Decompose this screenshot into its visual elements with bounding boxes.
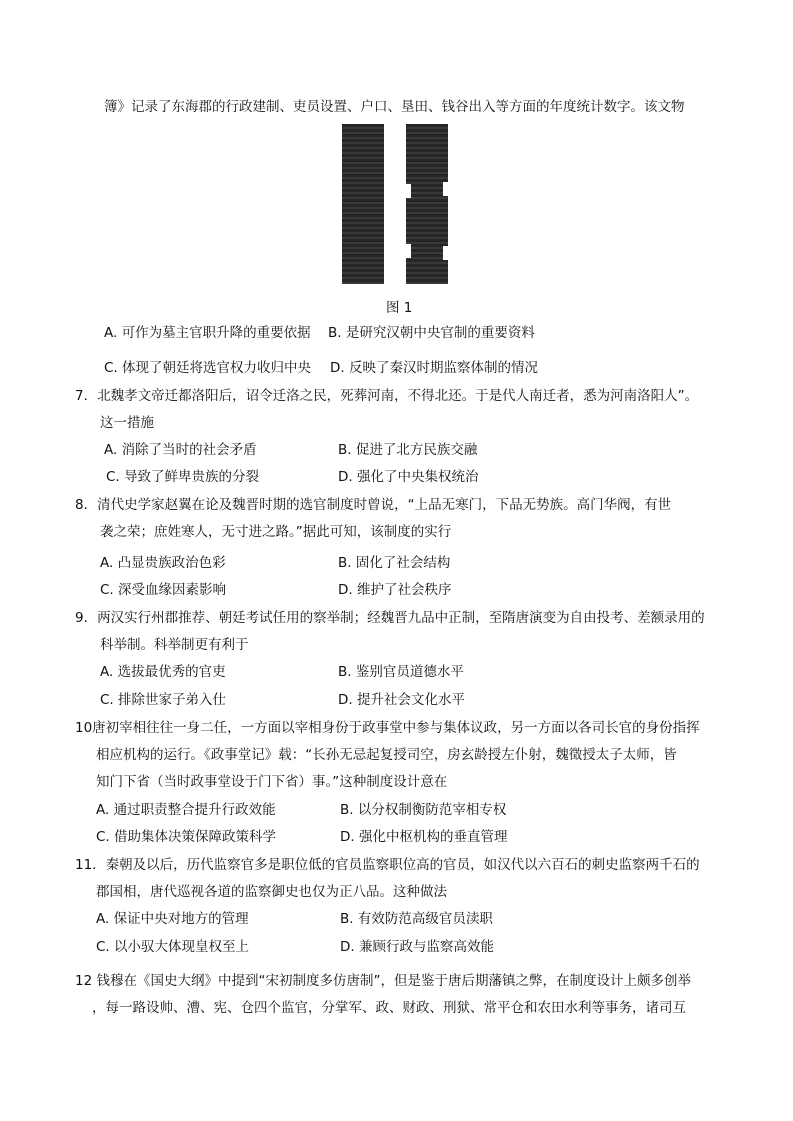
- q6-option-a: A. 可作为墓主官职升降的重要依据: [104, 325, 311, 341]
- figure-1-slips-image: [338, 124, 456, 286]
- q7-option-c: C. 导致了鲜卑贵族的分裂: [106, 469, 260, 485]
- wooden-slip-left: [342, 124, 384, 284]
- q10-stem-line1: 10唐初宰相往往一身二任，一方面以宰相身份于政事堂中参与集体议政，另一方面以各司长官的身份指挥: [75, 720, 700, 736]
- q11-option-c: C. 以小驭大体现皇权至上: [96, 939, 250, 955]
- q12-stem-line1: 12 钱穆在《国史大纲》中提到“宋初制度多仿唐制”，但是鉴于唐后期藩镇之弊，在制度设计上颇多创举: [75, 973, 691, 989]
- q6-option-c: C. 体现了朝廷将选官权力收归中央: [104, 360, 312, 376]
- q10-option-b: B. 以分权制衡防范宰相专权: [340, 802, 507, 818]
- q7-option-a: A. 消除了当时的社会矛盾: [104, 442, 257, 458]
- q9-option-a: A. 选拔最优秀的官吏: [100, 664, 226, 680]
- q11-option-b: B. 有效防范高级官员渎职: [340, 911, 493, 927]
- intro-line: 簿》记录了东海郡的行政建制、吏员设置、户口、垦田、钱谷出入等方面的年度统计数字。该文物: [104, 99, 685, 115]
- q6-option-b: B. 是研究汉朝中央官制的重要资料: [328, 325, 535, 341]
- q8-option-d: D. 维护了社会秩序: [338, 582, 452, 598]
- q10-option-d: D. 强化中枢机构的垂直管理: [340, 829, 508, 845]
- q11-stem-line1: 11．秦朝及以后，历代监察官多是职位低的官员监察职位高的官员，如汉代以六百石的刺史监察两千石的: [75, 857, 700, 873]
- q7-stem-line2: 这一措施: [100, 415, 154, 431]
- q8-option-a: A. 凸显贵族政治色彩: [100, 555, 226, 571]
- q7-option-d: D. 强化了中央集权统治: [338, 469, 479, 485]
- q12-stem-line2: ，每一路设帅、漕、宪、仓四个监官，分掌军、政、财政、刑狱、常平仓和农田水利等事务，诸司互: [92, 1000, 686, 1016]
- q10-stem-line3: 知门下省（当时政事堂设于门下省）事。”这种制度设计意在: [96, 774, 448, 790]
- q11-option-d: D. 兼顾行政与监察高效能: [340, 939, 494, 955]
- q8-stem-line2: 袭之荣；庶姓寒人，无寸进之路。”据此可知，该制度的实行: [100, 524, 452, 540]
- q7-stem-line1: 7．北魏孝文帝迁都洛阳后，诏令迁洛之民，死葬河南，不得北还。于是代人南迁者，悉为河南洛阳人”。: [75, 388, 699, 404]
- q9-option-c: C. 排除世家子弟入仕: [100, 692, 227, 708]
- wooden-slip-right: [406, 124, 448, 284]
- q11-option-a: A. 保证中央对地方的管理: [96, 911, 249, 927]
- q7-option-b: B. 促进了北方民族交融: [338, 442, 478, 458]
- q9-option-d: D. 提升社会文化水平: [338, 692, 465, 708]
- q8-stem-line1: 8．清代史学家赵翼在论及魏晋时期的选官制度时曾说，“上品无寒门，下品无势族。高门华阀，有世: [75, 497, 672, 513]
- q10-stem-line2: 相应机构的运行。《政事堂记》载：“长孙无忌起复授司空，房玄龄授左仆射，魏徵授太子太师，皆: [96, 747, 677, 763]
- q9-stem-line2: 科举制。科举制更有利于: [100, 637, 249, 653]
- q10-option-a: A. 通过职责整合提升行政效能: [96, 802, 276, 818]
- q11-stem-line2: 郡国相，唐代巡视各道的监察御史也仅为正八品。这种做法: [96, 884, 447, 900]
- q6-option-d: D. 反映了秦汉时期监察体制的情况: [330, 360, 538, 376]
- q8-option-b: B. 固化了社会结构: [338, 555, 451, 571]
- q9-stem-line1: 9．两汉实行州郡推荐、朝廷考试任用的察举制；经魏晋九品中正制，至隋唐演变为自由投考、差额录用的: [75, 610, 705, 626]
- q10-option-c: C. 借助集体决策保障政策科学: [96, 829, 277, 845]
- q8-option-c: C. 深受血缘因素影响: [100, 582, 227, 598]
- q9-option-b: B. 鉴别官员道德水平: [338, 664, 464, 680]
- figure-caption: 图 1: [386, 300, 413, 316]
